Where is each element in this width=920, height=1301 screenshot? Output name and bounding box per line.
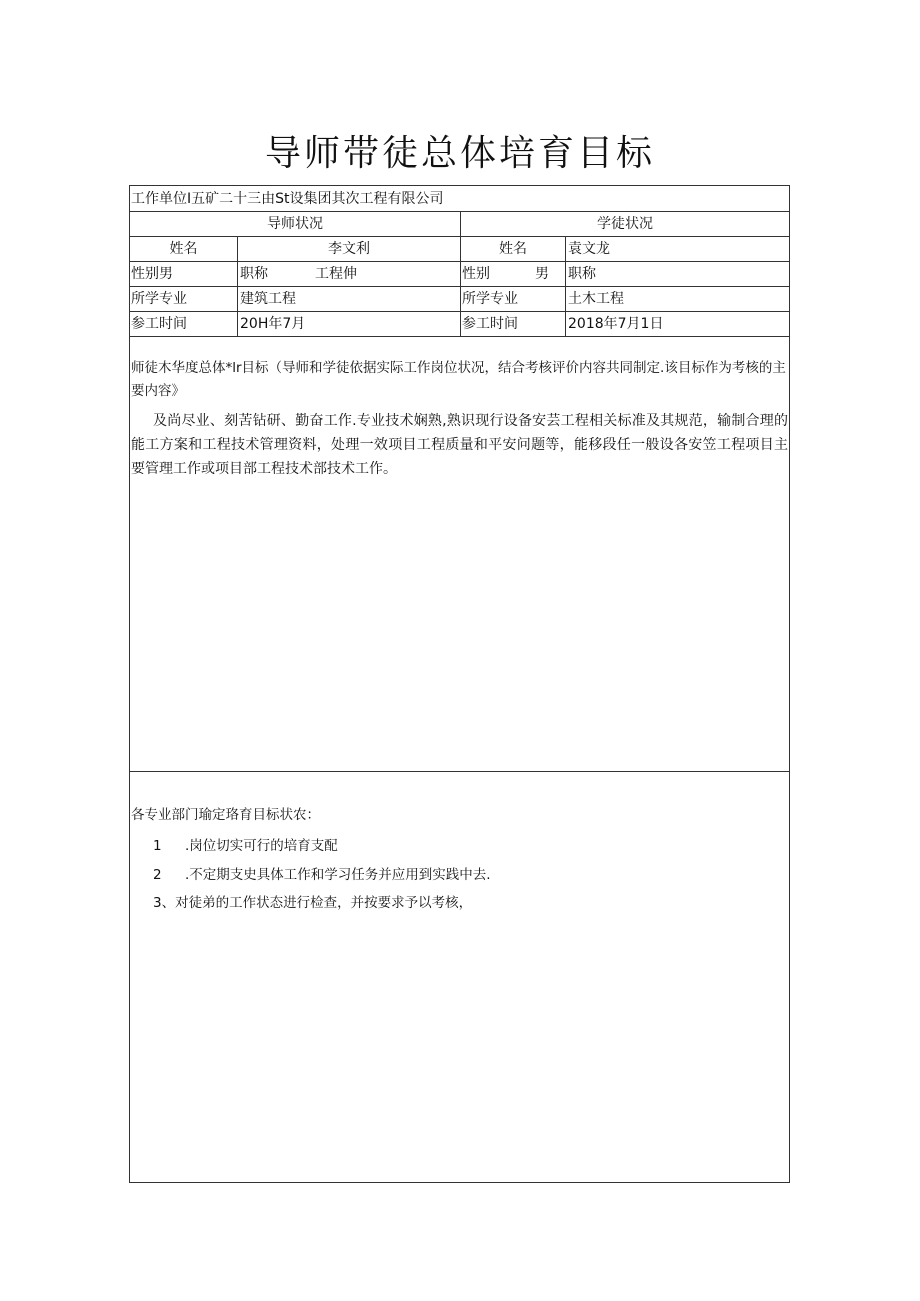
mentor-major-label: 所学专业 xyxy=(131,291,187,307)
goal-body: 及尚尽业、刻苦钻研、勤奋工作.专业技术娴熟,熟识现行设备安芸工程相关标准及其规范，输制合理的能工方案和工程技术管理资料，处理一效项目工程质量和平安问题等，能移段任一般设各安笠工程项目主要管理工作或项目部工程技术部技术工作。 xyxy=(131,413,788,477)
work-unit: 工作单位I五矿二十三由St设集团其次工程有限公司 xyxy=(131,191,444,207)
form-table xyxy=(129,185,790,1183)
dept-section xyxy=(130,772,789,1182)
apprentice-start-label: 参工时间 xyxy=(460,312,565,336)
apprentice-gender-label: 性别 xyxy=(460,262,520,286)
work-unit-row xyxy=(130,186,789,212)
name-row xyxy=(130,237,789,262)
apprentice-name-value: 袁文龙 xyxy=(565,237,789,261)
gender-row xyxy=(130,262,789,287)
apprentice-major-label: 所学专业 xyxy=(460,287,565,311)
goal-section xyxy=(130,337,789,772)
dept-item-1-number: 1 xyxy=(153,838,162,854)
mentor-start-value: 20H年7月 xyxy=(237,312,460,336)
dept-item-3-text: 3、对徒弟的工作状态进行检查，并按要求予以考核， xyxy=(153,895,473,911)
mentor-major-value: 建筑工程 xyxy=(237,287,460,311)
mentor-title-value: 工程伸 xyxy=(315,266,357,282)
section-header-row xyxy=(130,212,789,237)
mentor-gender: 性别男 xyxy=(131,266,173,282)
apprentice-header: 学徒状况 xyxy=(460,212,789,236)
mentor-header: 导师状况 xyxy=(267,216,323,232)
start-time-row xyxy=(130,312,789,337)
dept-item-2-text: .不定期支史具体工作和学习任务并应用到实践中去. xyxy=(185,867,491,883)
major-row xyxy=(130,287,789,312)
page-title: 导师带徒总体培育目标 xyxy=(264,133,655,174)
apprentice-gender-value: 男 xyxy=(535,266,549,282)
mentor-start-label: 参工时间 xyxy=(131,316,187,332)
apprentice-major-value: 土木工程 xyxy=(565,287,789,311)
apprentice-title-label: 职称 xyxy=(565,262,789,286)
mentor-name-value: 李文利 xyxy=(237,237,460,261)
goal-heading: 师徒木华度总体*lr目标（导师和学徒依据实际工作岗位状况，结合考核评价内容共同制定.该目标作为考核的主要内容》 xyxy=(131,360,786,399)
mentor-name-label: 姓名 xyxy=(169,241,198,257)
apprentice-start-value: 2018年7月1日 xyxy=(565,312,789,336)
dept-item-1-text: .岗位切实可行的培育支配 xyxy=(185,838,338,854)
dept-item-2-number: 2 xyxy=(153,867,162,883)
dept-heading: 各专业部门瑜定珞育目标状农： xyxy=(131,807,320,823)
apprentice-name-label: 姓名 xyxy=(460,237,565,261)
mentor-title-label: 职称 xyxy=(237,262,307,286)
